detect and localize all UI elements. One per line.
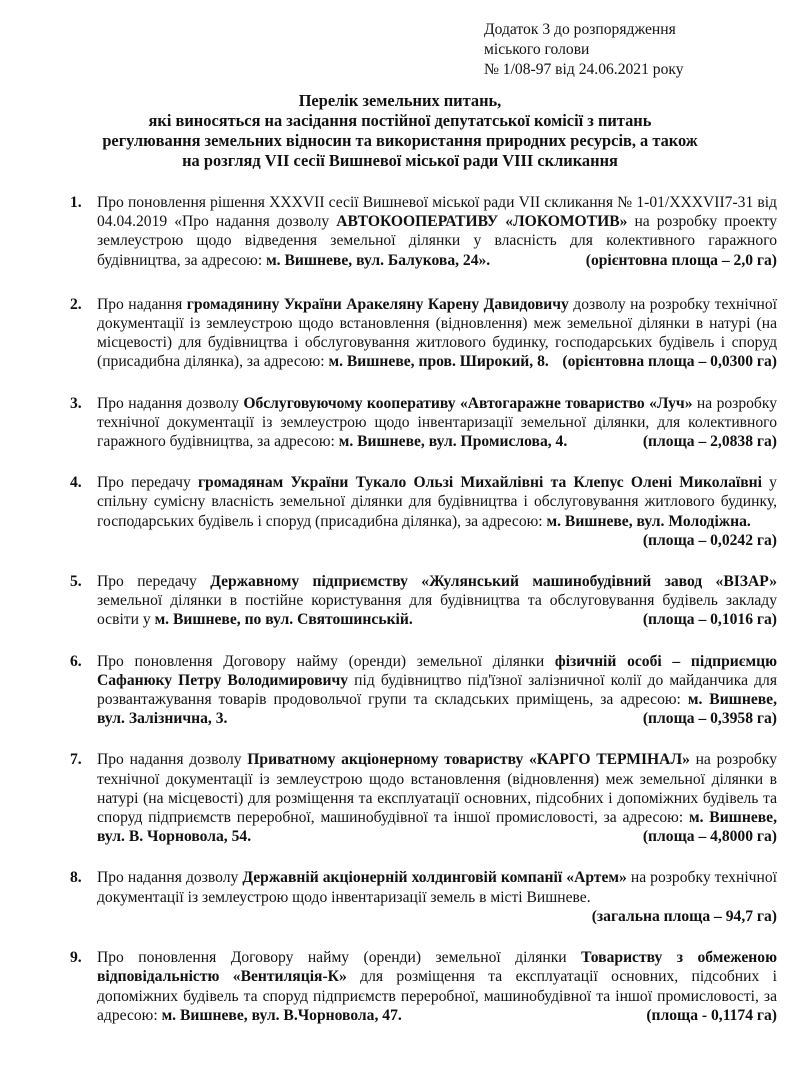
list-item xyxy=(70,295,777,372)
item-area: (площа – 4,8000 га) xyxy=(642,828,777,846)
item-text: Про передачу xyxy=(97,474,198,492)
item-text: земельної ділянки в постійне користування для будівництва та обслуговування будівель закладу освіти у xyxy=(97,592,777,629)
list-item xyxy=(70,948,777,1025)
land-issues-list xyxy=(70,193,777,1025)
item-text: на розробку технічної документації із землеустрою щодо інвентаризації земель в місті Вишневе. xyxy=(97,869,777,906)
list-item xyxy=(70,473,777,550)
item-area: (загальна площа – 94,7 га) xyxy=(591,907,777,925)
item-number: 8. xyxy=(70,869,82,887)
item-number: 5. xyxy=(70,573,82,591)
item-text: дозволу на розробку технічної документації із землеустрою щодо встановлення (відновлення) меж земельної ділянки в натурі (на місцевості) для будівництва і обслуговування житлового будинку, господарських будівель і споруд (присадибна ділянка), за адресою: xyxy=(97,295,777,371)
item-subject: Обслуговуючому кооперативу «Автогаражне товариство «Луч» xyxy=(243,394,693,412)
item-text: на розробку технічної документації із землеустрою щодо інвентаризації земельної ділянки, для колективного гаражного будівництва, за адресою: xyxy=(97,394,778,451)
item-text: Про надання дозволу xyxy=(97,751,248,769)
item-text: у спільну сумісну власність земельної ділянки для будівництва і обслуговування житлового будинку, господарських будівель і споруд (присадибна ділянка), за адресою: xyxy=(97,474,777,530)
item-address: м. Вишневе, вул. В. Чорновола, 54. xyxy=(97,809,777,846)
list-item xyxy=(70,750,777,846)
list-item xyxy=(70,572,777,630)
item-text: Про надання дозволу xyxy=(97,869,243,887)
list-item xyxy=(70,193,777,270)
item-number: 4. xyxy=(70,474,82,492)
item-text: для розміщення та експлуатації основних, підсобних і допоміжних будівель та споруд підприємств переробної, машинобудівної та іншої промисловості, за адресою: xyxy=(97,968,777,1024)
item-subject: Державній акціонерній холдинговій компанії «Артем» xyxy=(242,869,627,887)
list-item xyxy=(70,394,777,452)
item-text: на розробку проекту землеустрою щодо відведення земельної ділянки у власність для колективного гаражного будівництва, за адресою: xyxy=(97,213,778,269)
item-text: Про надання xyxy=(97,295,187,313)
item-subject: фізичній особі – підприємцю Сафанюку Петру Володимировичу xyxy=(97,652,777,689)
item-number: 2. xyxy=(70,295,82,313)
title-line: регулювання земельних відносин та використання природних ресурсів, а також xyxy=(102,131,698,150)
item-subject: громадянам України Тукало Ользі Михайлівні та Клепус Олені Миколаївні xyxy=(197,474,762,492)
item-area: (орієнтовна площа – 0,0300 га) xyxy=(562,353,777,371)
item-area: (площа – 0,1016 га) xyxy=(642,611,777,629)
item-number: 9. xyxy=(70,949,82,967)
list-item xyxy=(70,652,777,729)
item-area: (орієнтовна площа – 2,0 га) xyxy=(585,251,777,269)
item-address: м. Вишневе, вул. Залізнична, 3. xyxy=(97,691,777,728)
item-address: м. Вишневе, вул. Балукова, 24». xyxy=(266,251,491,269)
item-text: Про поновлення рішення XXXVII сесії Вишневої міської ради VII скликання № 1-01/XXXVII7-31 від 04.04.2019 «Про надання дозволу xyxy=(97,194,777,231)
item-area: (площа – 0,0242 га) xyxy=(642,531,777,549)
document-title xyxy=(20,91,780,171)
title-line: які виносяться на засідання постійної депутатської комісії з питань xyxy=(148,111,652,130)
item-number: 3. xyxy=(70,394,82,412)
item-text: Про поновлення Договору найму (оренди) земельної ділянки xyxy=(97,652,555,670)
item-address: м. Вишневе, вул. Молодіжна. xyxy=(546,512,751,530)
item-text: на розробку технічної документації із землеустрою щодо встановлення (відновлення) меж земельної ділянки в натурі (на місцевості) для розміщення та експлуатації основних, підсобних і допоміжних будівель та споруд підприємств переробної, машинобудівної та іншої промисловості, за адресою: xyxy=(97,751,777,827)
annex-line: Додаток 3 до розпорядження xyxy=(484,21,676,38)
item-number: 7. xyxy=(70,751,82,769)
title-line: Перелік земельних питань, xyxy=(298,91,502,110)
item-address: м. Вишневе, по вул. Святошинській. xyxy=(154,611,413,629)
item-address: м. Вишневе, пров. Широкий, 8. xyxy=(328,353,549,371)
item-number: 1. xyxy=(70,194,82,211)
item-address: м. Вишневе, вул. В.Чорновола, 47. xyxy=(161,1006,402,1024)
item-text: Про передачу xyxy=(97,573,211,591)
item-text: Про поновлення Договору найму (оренди) земельної ділянки xyxy=(97,949,582,967)
item-subject: громадянину України Аракеляну Карену Давидовичу xyxy=(186,295,569,313)
item-text: під будівництво під'їзної залізничної колії до майданчика для розвантажування товарів продовольчої групи та складських приміщень, за адресою: xyxy=(97,671,777,709)
item-subject: Державному підприємству «Жулянський машинобудівний завод «ВІЗАР» xyxy=(210,573,777,591)
item-address: м. Вишневе, вул. Промислова, 4. xyxy=(338,433,568,451)
item-text: Про надання дозволу xyxy=(97,394,244,412)
item-area: (площа – 0,3958 га) xyxy=(642,710,777,728)
item-number: 6. xyxy=(70,652,82,670)
annex-line: міського голови xyxy=(484,41,590,58)
list-item xyxy=(70,868,777,926)
annex-line: № 1/08-97 від 24.06.2021 року xyxy=(484,61,684,78)
item-area: (площа - 0,1174 га) xyxy=(646,1006,777,1024)
document-annex-header xyxy=(484,20,684,80)
item-area: (площа – 2,0838 га) xyxy=(642,433,777,451)
item-subject: Приватному акціонерному товариству «КАРГО ТЕРМІНАЛ» xyxy=(247,751,690,769)
title-line: на розгляд VII сесії Вишневої міської ради VIII скликання xyxy=(182,151,618,170)
item-subject: Товариству з обмеженою відповідальністю «Вентиляція-К» xyxy=(97,949,777,986)
item-subject: АВТОКООПЕРАТИВУ «ЛОКОМОТИВ» xyxy=(336,213,628,231)
